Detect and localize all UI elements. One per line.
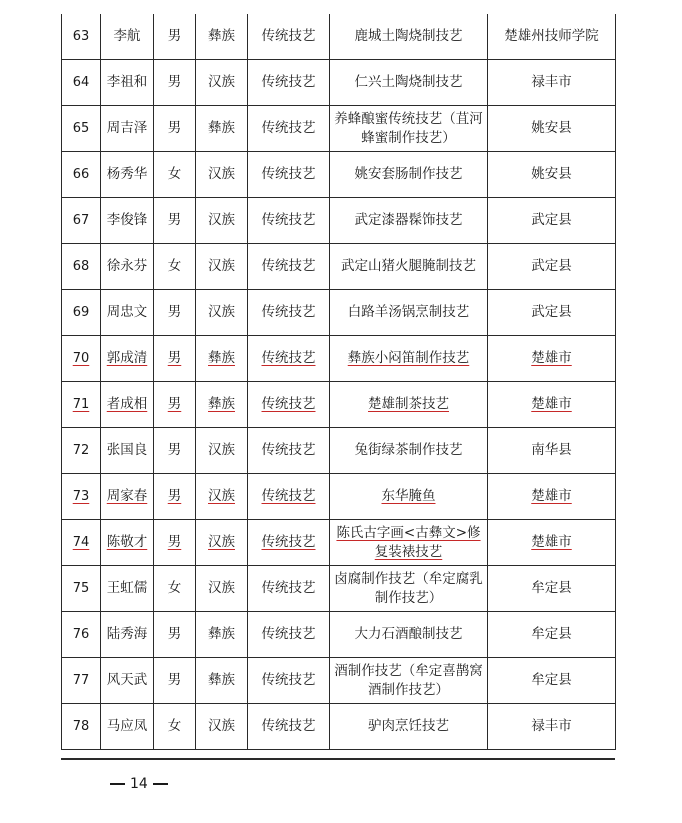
- cell-ethnicity-text: 彝族: [208, 396, 235, 412]
- table-row: [62, 290, 616, 336]
- cell-name: [101, 336, 154, 382]
- cell-region: [488, 566, 616, 612]
- cell-project: [330, 244, 488, 290]
- cell-category: [248, 336, 330, 382]
- cell-ethnicity: [196, 428, 248, 474]
- cell-category-text: 传统技艺: [261, 28, 316, 44]
- cell-ethnicity: [196, 658, 248, 704]
- cell-name: [101, 382, 154, 428]
- cell-name-text: 陈敬才: [106, 534, 148, 550]
- cell-category: [248, 198, 330, 244]
- cell-sex: [154, 106, 196, 152]
- cell-region-text: 牟定县: [531, 626, 572, 642]
- cell-name: [101, 428, 154, 474]
- cell-project: [330, 658, 488, 704]
- cell-category-text: 传统技艺: [261, 120, 316, 136]
- cell-project: [330, 290, 488, 336]
- cell-category: [248, 14, 330, 60]
- cell-ethnicity: [196, 566, 248, 612]
- cell-name-text: 李俊锋: [106, 212, 148, 228]
- cell-number-text: 69: [72, 305, 90, 320]
- cell-number: [62, 520, 101, 566]
- cell-sex-text: 男: [167, 212, 182, 228]
- table-row: [62, 152, 616, 198]
- cell-sex-text: 女: [167, 718, 182, 734]
- cell-category-text: 传统技艺: [261, 74, 316, 90]
- cell-number-text: 65: [72, 121, 90, 136]
- cell-category: [248, 106, 330, 152]
- cell-name-text: 王虹儒: [106, 580, 148, 596]
- cell-sex: [154, 198, 196, 244]
- cell-region-text: 楚雄市: [531, 534, 572, 550]
- cell-ethnicity-text: 彝族: [208, 672, 235, 688]
- cell-ethnicity: [196, 244, 248, 290]
- cell-project-text: 楚雄制茶技艺: [368, 396, 449, 412]
- table-row: [62, 244, 616, 290]
- cell-project: [330, 566, 488, 612]
- cell-region: [488, 658, 616, 704]
- cell-ethnicity: [196, 474, 248, 520]
- cell-sex-text: 男: [167, 74, 182, 90]
- cell-ethnicity-text: 汉族: [208, 74, 235, 90]
- cell-name-text: 周家春: [106, 488, 148, 504]
- cell-project-text: 大力石酒酿制技艺: [354, 626, 463, 642]
- table-row: [62, 704, 616, 750]
- cell-region-text: 武定县: [531, 304, 572, 320]
- cell-category-text: 传统技艺: [261, 304, 316, 320]
- cell-number: [62, 428, 101, 474]
- cell-number-text: 74: [72, 535, 90, 550]
- cell-ethnicity-text: 汉族: [208, 718, 235, 734]
- cell-number: [62, 474, 101, 520]
- cell-category-text: 传统技艺: [261, 488, 316, 504]
- cell-sex-text: 女: [167, 580, 182, 596]
- cell-number: [62, 152, 101, 198]
- table-row: [62, 382, 616, 428]
- cell-ethnicity-text: 汉族: [208, 534, 235, 550]
- cell-region: [488, 152, 616, 198]
- cell-sex: [154, 704, 196, 750]
- cell-sex: [154, 566, 196, 612]
- cell-name: [101, 658, 154, 704]
- cell-category-text: 传统技艺: [261, 626, 316, 642]
- cell-sex: [154, 14, 196, 60]
- cell-project-text: 鹿城土陶烧制技艺: [354, 28, 463, 44]
- cell-name: [101, 244, 154, 290]
- table-row: [62, 474, 616, 520]
- cell-ethnicity-text: 汉族: [208, 258, 235, 274]
- cell-category-text: 传统技艺: [261, 258, 316, 274]
- cell-ethnicity-text: 汉族: [208, 488, 235, 504]
- cell-number: [62, 382, 101, 428]
- cell-name: [101, 198, 154, 244]
- cell-project: [330, 152, 488, 198]
- table-row: [62, 336, 616, 382]
- cell-number: [62, 198, 101, 244]
- cell-sex-text: 男: [167, 28, 182, 44]
- cell-number: [62, 244, 101, 290]
- cell-project-text: 卤腐制作技艺（牟定腐乳制作技艺）: [334, 570, 483, 606]
- cell-ethnicity: [196, 382, 248, 428]
- cell-name-text: 杨秀华: [106, 166, 148, 182]
- cell-ethnicity-text: 汉族: [208, 166, 235, 182]
- cell-category-text: 传统技艺: [261, 212, 316, 228]
- cell-project-text: 仁兴土陶烧制技艺: [354, 74, 463, 90]
- cell-sex-text: 男: [167, 488, 182, 504]
- cell-category: [248, 382, 330, 428]
- cell-category: [248, 704, 330, 750]
- cell-project-text: 驴肉烹饪技艺: [368, 718, 449, 734]
- cell-project-text: 东华腌鱼: [381, 488, 436, 504]
- cell-sex-text: 男: [167, 350, 182, 366]
- cell-category: [248, 244, 330, 290]
- cell-category: [248, 290, 330, 336]
- cell-name-text: 张国良: [106, 442, 148, 458]
- cell-number-text: 67: [72, 213, 90, 228]
- cell-name: [101, 612, 154, 658]
- cell-project-text: 兔街绿茶制作技艺: [354, 442, 463, 458]
- footer-rule: [61, 758, 615, 760]
- inheritor-table: [61, 14, 616, 750]
- table-row: [62, 520, 616, 566]
- table-row: [62, 198, 616, 244]
- cell-name-text: 李祖和: [106, 74, 148, 90]
- cell-name: [101, 566, 154, 612]
- table-row: [62, 428, 616, 474]
- cell-region: [488, 428, 616, 474]
- cell-name: [101, 60, 154, 106]
- cell-project: [330, 336, 488, 382]
- cell-sex: [154, 520, 196, 566]
- cell-category-text: 传统技艺: [261, 350, 316, 366]
- cell-ethnicity-text: 彝族: [208, 28, 235, 44]
- cell-number: [62, 14, 101, 60]
- cell-sex-text: 女: [167, 258, 182, 274]
- cell-region: [488, 106, 616, 152]
- cell-project-text: 养蜂酿蜜传统技艺（苴河蜂蜜制作技艺）: [334, 110, 483, 146]
- table-row: [62, 566, 616, 612]
- cell-ethnicity: [196, 152, 248, 198]
- cell-project-text: 彝族小闷笛制作技艺: [347, 350, 470, 366]
- cell-sex-text: 男: [167, 672, 182, 688]
- cell-category: [248, 658, 330, 704]
- cell-ethnicity-text: 汉族: [208, 442, 235, 458]
- cell-category: [248, 474, 330, 520]
- cell-name: [101, 106, 154, 152]
- cell-region-text: 姚安县: [531, 166, 572, 182]
- cell-project: [330, 106, 488, 152]
- cell-category: [248, 428, 330, 474]
- cell-region: [488, 520, 616, 566]
- cell-ethnicity: [196, 336, 248, 382]
- cell-category: [248, 520, 330, 566]
- cell-region: [488, 704, 616, 750]
- cell-number: [62, 612, 101, 658]
- cell-sex: [154, 612, 196, 658]
- cell-sex-text: 男: [167, 396, 182, 412]
- cell-number: [62, 566, 101, 612]
- cell-category-text: 传统技艺: [261, 442, 316, 458]
- cell-number-text: 75: [72, 581, 90, 596]
- cell-number-text: 63: [72, 29, 90, 44]
- cell-sex: [154, 428, 196, 474]
- cell-sex-text: 男: [167, 626, 182, 642]
- cell-name-text: 风天武: [106, 672, 148, 688]
- cell-name: [101, 704, 154, 750]
- cell-number: [62, 106, 101, 152]
- cell-category-text: 传统技艺: [261, 580, 316, 596]
- cell-region-text: 楚雄市: [531, 488, 572, 504]
- cell-number: [62, 336, 101, 382]
- cell-number: [62, 60, 101, 106]
- cell-sex: [154, 382, 196, 428]
- cell-sex: [154, 658, 196, 704]
- cell-region-text: 楚雄州技师学院: [504, 28, 599, 44]
- cell-ethnicity: [196, 60, 248, 106]
- cell-region-text: 武定县: [531, 212, 572, 228]
- cell-number: [62, 658, 101, 704]
- cell-region: [488, 474, 616, 520]
- table-row: [62, 60, 616, 106]
- cell-project: [330, 474, 488, 520]
- cell-number: [62, 290, 101, 336]
- table-body: [62, 14, 616, 750]
- cell-category-text: 传统技艺: [261, 166, 316, 182]
- cell-sex-text: 男: [167, 304, 182, 320]
- cell-region: [488, 336, 616, 382]
- cell-project-text: 陈氏古字画<古彝文>修复装裱技艺: [336, 524, 481, 560]
- cell-category-text: 传统技艺: [261, 672, 316, 688]
- cell-project-text: 武定漆器髹饰技艺: [354, 212, 463, 228]
- cell-name-text: 马应凤: [106, 718, 148, 734]
- cell-sex: [154, 290, 196, 336]
- cell-region-text: 楚雄市: [531, 350, 572, 366]
- cell-name-text: 陆秀海: [106, 626, 148, 642]
- cell-ethnicity-text: 彝族: [208, 626, 235, 642]
- cell-region-text: 姚安县: [531, 120, 572, 136]
- cell-project-text: 白路羊汤锅烹制技艺: [347, 304, 470, 320]
- cell-number-text: 68: [72, 259, 90, 274]
- cell-name: [101, 290, 154, 336]
- cell-category: [248, 612, 330, 658]
- cell-sex: [154, 474, 196, 520]
- cell-project: [330, 60, 488, 106]
- cell-project: [330, 382, 488, 428]
- cell-name-text: 周吉泽: [106, 120, 148, 136]
- cell-name: [101, 520, 154, 566]
- cell-ethnicity: [196, 106, 248, 152]
- cell-region: [488, 244, 616, 290]
- cell-project: [330, 520, 488, 566]
- cell-sex: [154, 244, 196, 290]
- cell-category: [248, 566, 330, 612]
- table-row: [62, 612, 616, 658]
- cell-ethnicity: [196, 290, 248, 336]
- cell-sex-text: 女: [167, 166, 182, 182]
- cell-number-text: 77: [72, 673, 90, 688]
- cell-ethnicity: [196, 520, 248, 566]
- cell-number-text: 70: [72, 351, 90, 366]
- cell-sex-text: 男: [167, 442, 182, 458]
- cell-region: [488, 198, 616, 244]
- cell-number-text: 72: [72, 443, 90, 458]
- cell-region: [488, 14, 616, 60]
- cell-sex-text: 男: [167, 534, 182, 550]
- cell-sex: [154, 152, 196, 198]
- cell-name-text: 郭成清: [106, 350, 148, 366]
- cell-ethnicity: [196, 704, 248, 750]
- cell-project-text: 武定山猪火腿腌制技艺: [341, 258, 476, 274]
- cell-project: [330, 14, 488, 60]
- cell-name-text: 李航: [113, 28, 141, 44]
- cell-name-text: 者成相: [106, 396, 148, 412]
- cell-number-text: 78: [72, 719, 90, 734]
- table-row: [62, 658, 616, 704]
- cell-category: [248, 60, 330, 106]
- cell-region-text: 南华县: [531, 442, 572, 458]
- cell-number: [62, 704, 101, 750]
- cell-name-text: 徐永芬: [106, 258, 148, 274]
- cell-category-text: 传统技艺: [261, 396, 316, 412]
- cell-ethnicity-text: 汉族: [208, 580, 235, 596]
- cell-number-text: 66: [72, 167, 90, 182]
- cell-region-text: 禄丰市: [531, 718, 572, 734]
- cell-ethnicity-text: 汉族: [208, 304, 235, 320]
- cell-category: [248, 152, 330, 198]
- cell-name-text: 周忠文: [106, 304, 148, 320]
- cell-region-text: 武定县: [531, 258, 572, 274]
- cell-ethnicity: [196, 14, 248, 60]
- cell-ethnicity-text: 汉族: [208, 212, 235, 228]
- dash-right: [153, 783, 168, 785]
- cell-ethnicity-text: 彝族: [208, 120, 235, 136]
- cell-ethnicity: [196, 198, 248, 244]
- cell-name: [101, 14, 154, 60]
- cell-region: [488, 382, 616, 428]
- table-row: [62, 106, 616, 152]
- cell-project: [330, 428, 488, 474]
- cell-region: [488, 60, 616, 106]
- cell-region-text: 牟定县: [531, 580, 572, 596]
- cell-number-text: 71: [72, 397, 90, 412]
- dash-left: [110, 783, 125, 785]
- cell-region: [488, 290, 616, 336]
- cell-sex: [154, 336, 196, 382]
- cell-project-text: 姚安套肠制作技艺: [354, 166, 463, 182]
- page-number: [105, 774, 173, 794]
- cell-sex: [154, 60, 196, 106]
- page-number-text: 14: [130, 776, 148, 792]
- cell-region-text: 牟定县: [531, 672, 572, 688]
- cell-number-text: 64: [72, 75, 90, 90]
- cell-region-text: 禄丰市: [531, 74, 572, 90]
- cell-project: [330, 198, 488, 244]
- cell-ethnicity-text: 彝族: [208, 350, 235, 366]
- cell-number-text: 76: [72, 627, 90, 642]
- cell-name: [101, 152, 154, 198]
- cell-name: [101, 474, 154, 520]
- cell-sex-text: 男: [167, 120, 182, 136]
- table-row: [62, 14, 616, 60]
- cell-category-text: 传统技艺: [261, 718, 316, 734]
- cell-number-text: 73: [72, 489, 90, 504]
- cell-project-text: 酒制作技艺（牟定喜鹊窝酒制作技艺）: [334, 662, 483, 698]
- cell-region: [488, 612, 616, 658]
- document-page: [61, 14, 615, 750]
- cell-region-text: 楚雄市: [531, 396, 572, 412]
- cell-project: [330, 704, 488, 750]
- cell-project: [330, 612, 488, 658]
- cell-ethnicity: [196, 612, 248, 658]
- cell-category-text: 传统技艺: [261, 534, 316, 550]
